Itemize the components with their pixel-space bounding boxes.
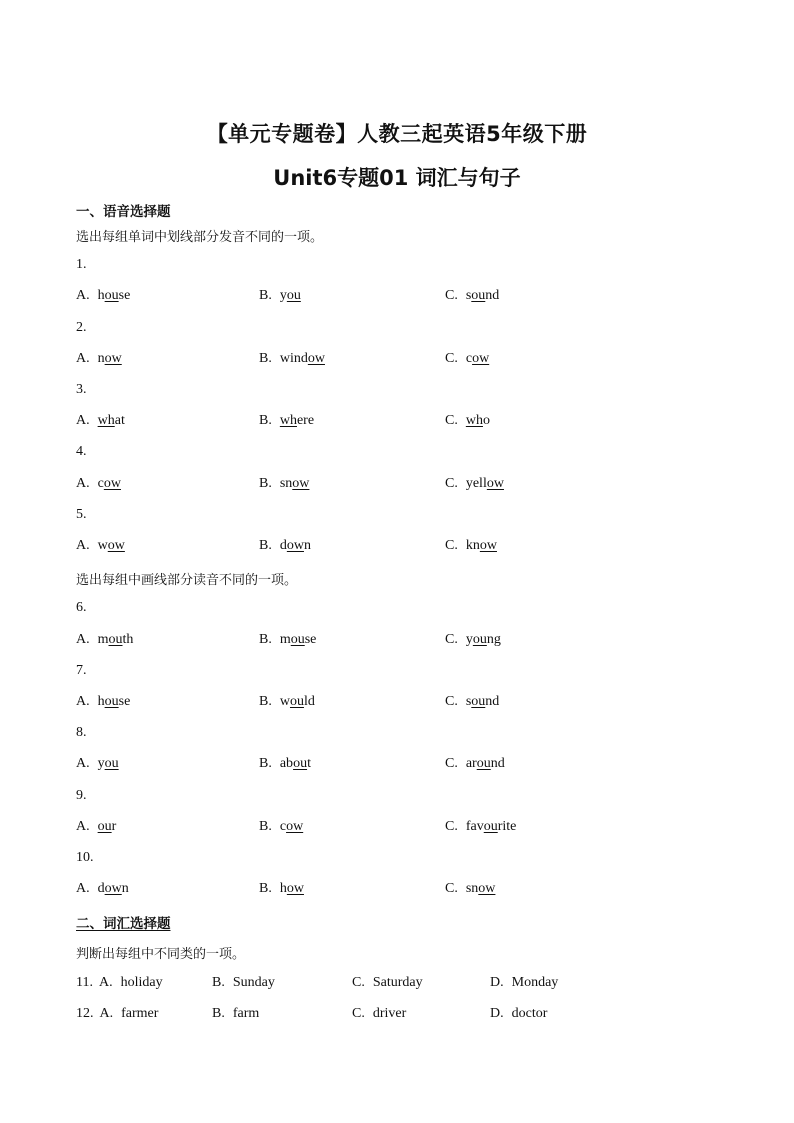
option-c: [445, 538, 497, 554]
option-c: [445, 413, 490, 429]
underlined-part: ou: [476, 756, 491, 771]
option-letter: C.: [445, 632, 458, 647]
underlined-part: ou: [286, 288, 301, 303]
instruction-vocab: 判断出每组中不同类的一项。: [76, 947, 246, 962]
underlined-part: ow: [472, 351, 490, 366]
word-part: c: [279, 819, 287, 834]
word-part: m: [279, 632, 291, 647]
underlined-part: ou: [104, 756, 119, 771]
underlined-part: ou: [290, 632, 305, 647]
option-letter: B.: [259, 538, 272, 553]
option-letter: B.: [259, 288, 272, 303]
question-number: 5.: [76, 507, 87, 522]
option-letter: B.: [212, 975, 225, 990]
question-11: [76, 975, 163, 991]
question-number: 1.: [76, 257, 87, 272]
option-letter: B.: [259, 694, 272, 709]
option-letter: B.: [212, 1006, 225, 1021]
underlined-part: wh: [465, 413, 483, 428]
option-b: [259, 288, 301, 304]
underlined-part: ou: [108, 632, 123, 647]
instruction-phonics-1: 选出每组单词中划线部分发音不同的一项。: [76, 230, 324, 245]
word-part: at: [114, 413, 125, 428]
option-b: [259, 694, 315, 710]
option-word: Sunday: [232, 975, 275, 990]
option-b: [259, 413, 314, 429]
option-letter: B.: [259, 413, 272, 428]
word-part: nd: [485, 694, 500, 709]
option-c: [352, 975, 423, 991]
underlined-part: ow: [286, 881, 304, 896]
word-part: n: [121, 881, 129, 896]
option-letter: A.: [76, 819, 90, 834]
option-c: [445, 694, 499, 710]
word-part: r: [111, 819, 117, 834]
option-a: [76, 694, 130, 710]
word-part: ld: [303, 694, 315, 709]
underlined-part: ou: [483, 819, 498, 834]
word-part: h: [97, 288, 105, 303]
word-part: h: [97, 694, 105, 709]
option-letter: A.: [76, 413, 90, 428]
instruction-phonics-2: 选出每组中画线部分读音不同的一项。: [76, 573, 298, 588]
option-letter: A.: [76, 632, 90, 647]
option-a: [76, 288, 130, 304]
word-part: th: [122, 632, 134, 647]
option-a: [76, 413, 125, 429]
underlined-part: ou: [293, 756, 308, 771]
option-letter: B.: [259, 351, 272, 366]
option-letter: C.: [445, 413, 458, 428]
option-b: [259, 819, 303, 835]
underlined-part: ou: [97, 819, 112, 834]
option-letter: A.: [76, 476, 90, 491]
word-part: nd: [490, 756, 505, 771]
option-letter: A.: [99, 1006, 114, 1021]
question-number: 11.: [76, 975, 93, 990]
option-letter: B.: [259, 476, 272, 491]
option-letter: C.: [445, 351, 458, 366]
word-part: ere: [296, 413, 315, 428]
option-letter: C.: [445, 694, 458, 709]
option-letter: B.: [259, 632, 272, 647]
underlined-part: ou: [471, 694, 486, 709]
option-c: [445, 756, 505, 772]
question-number: 8.: [76, 725, 87, 740]
question-number: 9.: [76, 788, 87, 803]
underlined-part: ou: [104, 694, 119, 709]
option-letter: D.: [490, 975, 504, 990]
option-c: [445, 288, 499, 304]
underlined-part: ou: [471, 288, 486, 303]
underlined-part: ow: [107, 538, 125, 553]
option-letter: C.: [445, 288, 458, 303]
word-part: d: [279, 538, 287, 553]
word-part: rite: [497, 819, 517, 834]
underlined-part: ow: [478, 881, 496, 896]
option-a: [76, 538, 125, 554]
option-letter: A.: [76, 881, 90, 896]
word-part: kn: [465, 538, 480, 553]
option-letter: A.: [76, 351, 90, 366]
question-number: 3.: [76, 382, 87, 397]
underlined-part: ow: [479, 538, 497, 553]
question-number: 6.: [76, 600, 87, 615]
underlined-part: ow: [307, 351, 325, 366]
underlined-part: ow: [286, 819, 304, 834]
option-letter: A.: [98, 975, 113, 990]
option-letter: C.: [445, 476, 458, 491]
option-c: [445, 351, 489, 367]
option-letter: B.: [259, 819, 272, 834]
option-b: [259, 881, 304, 897]
option-a: [76, 632, 133, 648]
option-letter: C.: [352, 975, 365, 990]
worksheet-title: 【单元专题卷】人教三起英语5年级下册: [206, 122, 588, 146]
word-part: c: [97, 476, 104, 491]
option-c: [445, 476, 504, 492]
word-part: n: [97, 351, 105, 366]
option-c: [445, 881, 495, 897]
option-a: [76, 881, 129, 897]
underlined-part: ow: [292, 476, 310, 491]
option-b: [259, 538, 311, 554]
word-part: ng: [486, 632, 501, 647]
option-c: [445, 632, 501, 648]
option-word: holiday: [120, 975, 163, 990]
underlined-part: ow: [286, 538, 304, 553]
question-12: [76, 1006, 158, 1022]
word-part: c: [465, 351, 473, 366]
option-word: driver: [372, 1006, 407, 1021]
option-d: [490, 975, 558, 991]
word-part: n: [303, 538, 311, 553]
word-part: y: [279, 288, 287, 303]
underlined-part: ow: [103, 476, 121, 491]
word-part: d: [97, 881, 105, 896]
option-a: [76, 351, 122, 367]
word-part: m: [97, 632, 109, 647]
option-b: [259, 756, 311, 772]
option-letter: C.: [352, 1006, 365, 1021]
word-part: w: [97, 538, 108, 553]
option-word: doctor: [511, 1006, 548, 1021]
worksheet-subtitle: Unit6专题01 词汇与句子: [273, 166, 521, 190]
section-heading-vocab: 二、词汇选择题: [76, 916, 171, 932]
option-a: [76, 819, 116, 835]
word-part: se: [304, 632, 317, 647]
word-part: se: [118, 288, 131, 303]
word-part: s: [465, 694, 472, 709]
option-d: [490, 1006, 547, 1022]
underlined-part: wh: [279, 413, 297, 428]
word-part: ar: [465, 756, 477, 771]
word-part: nd: [485, 288, 500, 303]
word-part: sn: [465, 881, 479, 896]
question-number: 2.: [76, 320, 87, 335]
option-letter: C.: [445, 819, 458, 834]
option-word: farm: [232, 1006, 260, 1021]
option-letter: A.: [76, 288, 90, 303]
word-part: se: [118, 694, 131, 709]
option-a: [76, 476, 121, 492]
option-letter: A.: [76, 694, 90, 709]
word-part: w: [279, 694, 290, 709]
option-b: [212, 975, 275, 991]
word-part: t: [307, 756, 311, 771]
option-b: [212, 1006, 259, 1022]
option-letter: C.: [445, 538, 458, 553]
option-letter: C.: [445, 881, 458, 896]
option-letter: A.: [76, 756, 90, 771]
option-b: [259, 632, 316, 648]
word-part: sn: [279, 476, 293, 491]
question-number: 4.: [76, 444, 87, 459]
word-part: ab: [279, 756, 294, 771]
underlined-part: ou: [104, 288, 119, 303]
word-part: o: [482, 413, 490, 428]
question-number: 12.: [76, 1006, 94, 1021]
word-part: s: [465, 288, 472, 303]
word-part: y: [97, 756, 105, 771]
option-word: Monday: [511, 975, 559, 990]
underlined-part: ou: [472, 632, 487, 647]
word-part: fav: [465, 819, 484, 834]
option-c: [445, 819, 516, 835]
question-number: 7.: [76, 663, 87, 678]
option-letter: B.: [259, 881, 272, 896]
underlined-part: wh: [97, 413, 115, 428]
section-heading-phonics: 一、语音选择题: [76, 204, 171, 220]
underlined-part: ow: [486, 476, 504, 491]
option-a: [76, 756, 119, 772]
option-letter: A.: [76, 538, 90, 553]
word-part: h: [279, 881, 287, 896]
word-part: y: [465, 632, 473, 647]
question-number: 10.: [76, 850, 94, 865]
option-letter: B.: [259, 756, 272, 771]
underlined-part: ow: [104, 351, 122, 366]
option-word: farmer: [121, 1006, 159, 1021]
option-c: [352, 1006, 406, 1022]
underlined-part: ow: [104, 881, 122, 896]
option-letter: D.: [490, 1006, 504, 1021]
option-word: Saturday: [372, 975, 423, 990]
word-part: yell: [465, 476, 487, 491]
option-b: [259, 351, 325, 367]
option-b: [259, 476, 309, 492]
option-letter: C.: [445, 756, 458, 771]
underlined-part: ou: [289, 694, 304, 709]
word-part: wind: [279, 351, 308, 366]
